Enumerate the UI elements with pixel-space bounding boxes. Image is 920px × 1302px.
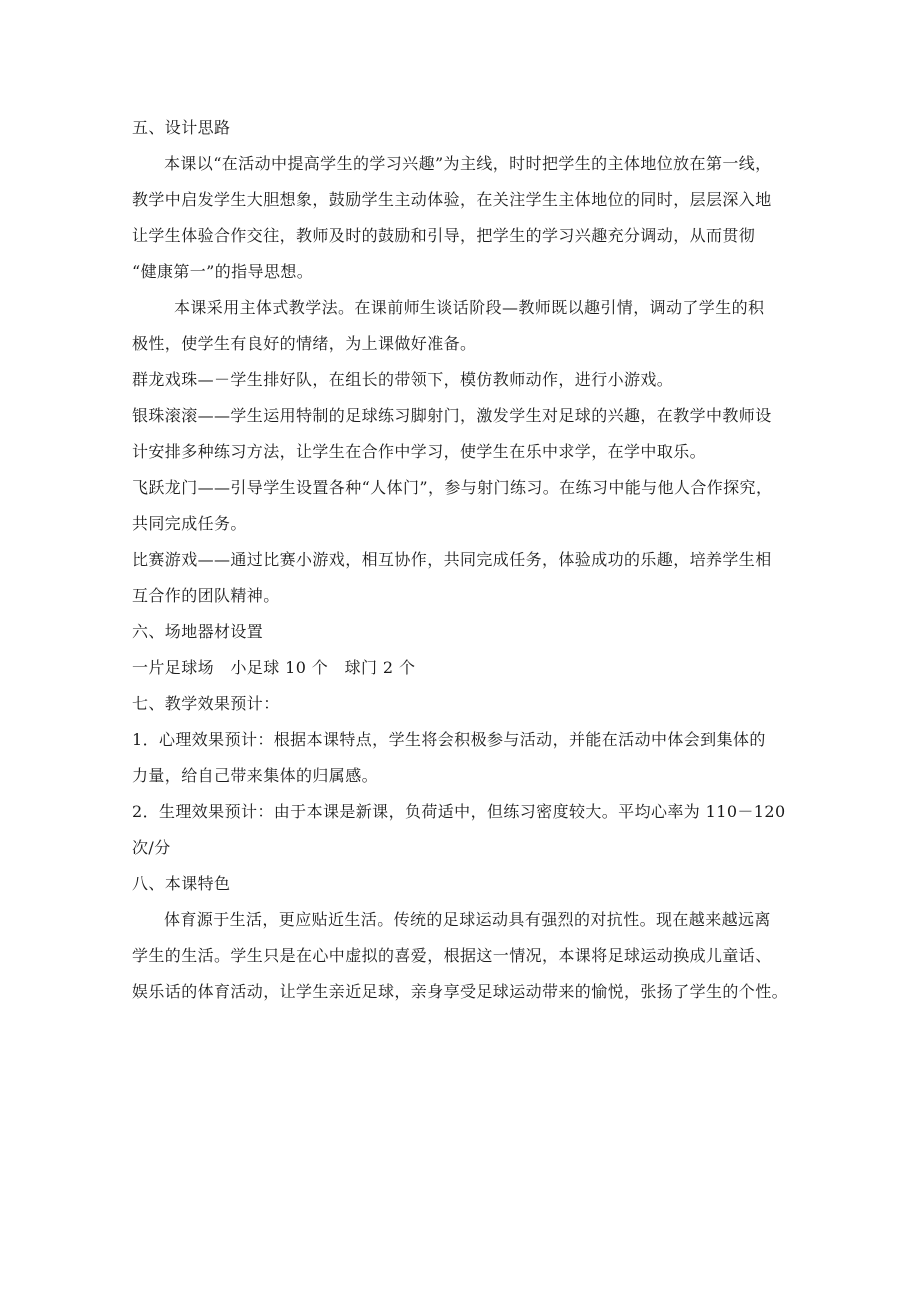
paragraph-line: 本课采用主体式教学法。在课前师生谈话阶段—教师既以趣引情，调动了学生的积 <box>174 298 765 317</box>
paragraph-line: 2．生理效果预计：由于本课是新课，负荷适中，但练习密度较大。平均心率为 110－120 <box>132 802 786 821</box>
paragraph-line: 教学中启发学生大胆想象，鼓励学生主动体验，在关注学生主体地位的同时，层层深入地 <box>132 190 772 209</box>
paragraph-line: 1．心理效果预计：根据本课特点，学生将会积极参与活动，并能在活动中体会到集体的 <box>132 730 766 749</box>
paragraph-line: 银珠滚滚——学生运用特制的足球练习脚射门，激发学生对足球的兴趣，在教学中教师设 <box>132 406 772 425</box>
paragraph-line: 次/分 <box>132 838 171 857</box>
paragraph-line: 比赛游戏——通过比赛小游戏，相互协作，共同完成任务，体验成功的乐趣，培养学生相 <box>132 550 772 569</box>
section-heading-design-idea: 五、设计思路 <box>132 118 231 137</box>
paragraph-line: 飞跃龙门——引导学生设置各种“人体门”，参与射门练习。在练习中能与他人合作探究， <box>132 478 773 497</box>
paragraph-line: 力量，给自己带来集体的归属感。 <box>132 766 379 785</box>
paragraph-line: 计安排多种练习方法，让学生在合作中学习，使学生在乐中求学，在学中取乐。 <box>132 442 707 461</box>
section-heading-equipment: 六、场地器材设置 <box>132 622 264 641</box>
paragraph-line: 一片足球场 小足球 10 个 球门 2 个 <box>132 658 416 677</box>
section-heading-expected-effects: 七、教学效果预计： <box>132 694 280 713</box>
paragraph-line: 娱乐话的体育活动，让学生亲近足球，亲身享受足球运动带来的愉悦，张扬了学生的个性。 <box>132 982 789 1001</box>
paragraph-line: 群龙戏珠—－学生排好队，在组长的带领下，模仿教师动作，进行小游戏。 <box>132 370 674 389</box>
paragraph-line: 体育源于生活，更应贴近生活。传统的足球运动具有强烈的对抗性。现在越来越远离 <box>164 910 771 929</box>
paragraph-line: 本课以“在活动中提高学生的学习兴趣”为主线，时时把学生的主体地位放在第一线， <box>164 154 772 173</box>
paragraph-line: 极性，使学生有良好的情绪，为上课做好准备。 <box>132 334 477 353</box>
paragraph-line: 学生的生活。学生只是在心中虚拟的喜爱，根据这一情况，本课将足球运动换成儿童话、 <box>132 946 772 965</box>
paragraph-line: 互合作的团队精神。 <box>132 586 280 605</box>
section-heading-features: 八、本课特色 <box>132 874 231 893</box>
paragraph-line: “健康第一”的指导思想。 <box>132 262 314 281</box>
paragraph-line: 让学生体验合作交往，教师及时的鼓励和引导，把学生的学习兴趣充分调动，从而贯彻 <box>132 226 756 245</box>
paragraph-line: 共同完成任务。 <box>132 514 247 533</box>
